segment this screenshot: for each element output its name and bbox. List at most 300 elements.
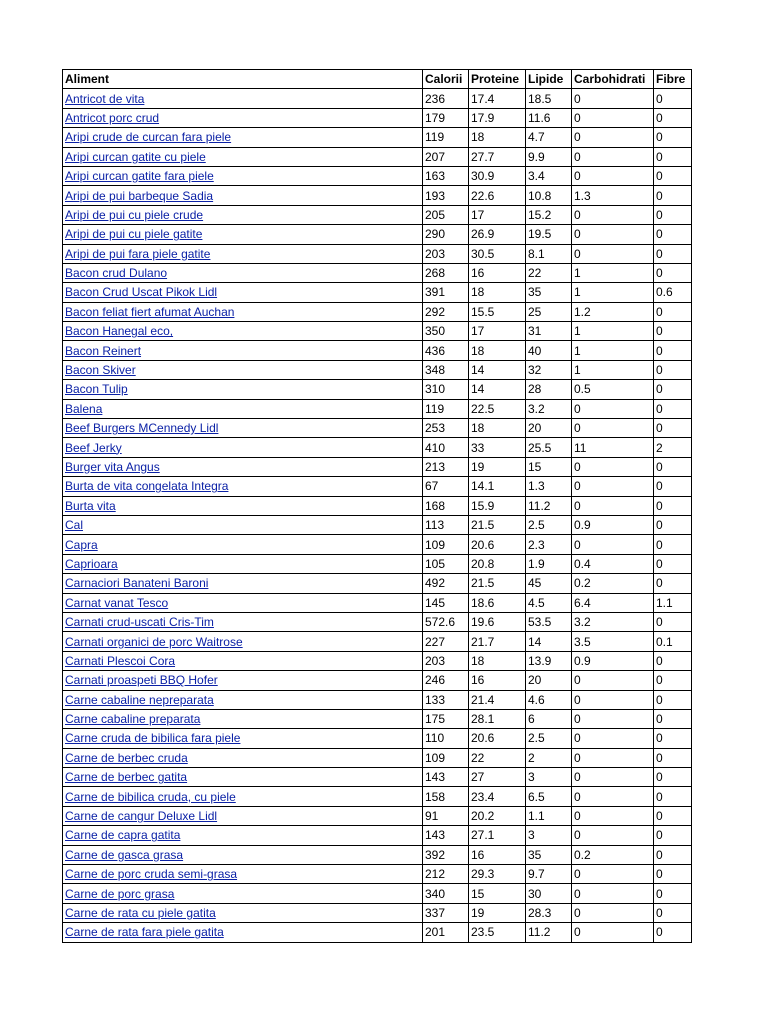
aliment-link[interactable]: Capra [65,537,98,552]
carbohidrati-cell: 1 [572,341,654,360]
calorii-cell: 158 [423,787,469,806]
carbohidrati-cell: 1 [572,360,654,379]
proteine-cell: 18 [469,651,526,670]
table-row [63,806,692,825]
carbohidrati-cell: 3.5 [572,632,654,651]
calorii-cell: 391 [423,283,469,302]
lipide-cell: 18.5 [526,89,572,108]
proteine-cell: 27.7 [469,147,526,166]
aliment-link[interactable]: Aripi crude de curcan fara piele [65,130,232,145]
aliment-link[interactable]: Carne cruda de bibilica fara piele [65,731,241,746]
proteine-cell: 18 [469,128,526,147]
aliment-link[interactable]: Burta vita [65,498,116,513]
fibre-cell: 0 [654,341,692,360]
table-row [63,574,692,593]
fibre-cell: 0 [654,205,692,224]
proteine-cell: 16 [469,263,526,282]
aliment-link[interactable]: Aripi de pui fara piele gatite [65,246,211,261]
carbohidrati-cell: 0 [572,729,654,748]
proteine-cell: 23.4 [469,787,526,806]
aliment-link[interactable]: Beef Burgers MCennedy Lidl [65,421,219,436]
aliment-link[interactable]: Carnati organici de porc Waitrose [65,634,243,649]
aliment-link[interactable]: Carne de rata fara piele gatita [65,925,224,940]
aliment-link[interactable]: Carne cabaline preparata [65,712,201,727]
fibre-cell: 2 [654,438,692,457]
aliment-cell [63,729,423,748]
proteine-cell: 23.5 [469,923,526,942]
calorii-cell: 290 [423,225,469,244]
lipide-cell: 11.6 [526,108,572,127]
aliment-cell [63,845,423,864]
calorii-cell: 207 [423,147,469,166]
calorii-cell: 236 [423,89,469,108]
proteine-cell: 17 [469,322,526,341]
header-fibre: Fibre [654,70,692,89]
aliment-cell [63,709,423,728]
aliment-cell [63,826,423,845]
aliment-cell [63,515,423,534]
calorii-cell: 143 [423,826,469,845]
lipide-cell: 1.1 [526,806,572,825]
carbohidrati-cell: 0.2 [572,845,654,864]
proteine-cell: 19.6 [469,612,526,631]
aliment-cell [63,806,423,825]
nutrition-table [62,69,692,943]
aliment-link[interactable]: Carne de porc cruda semi-grasa [65,867,238,882]
aliment-link[interactable]: Burger vita Angus [65,460,160,474]
proteine-cell: 21.7 [469,632,526,651]
aliment-link[interactable]: Carnati Plescoi Cora [65,653,176,668]
table-row [63,147,692,166]
fibre-cell: 0 [654,147,692,166]
proteine-cell: 29.3 [469,865,526,884]
aliment-cell [63,612,423,631]
lipide-cell: 20 [526,671,572,690]
aliment-cell [63,341,423,360]
fibre-cell: 0 [654,709,692,728]
aliment-cell [63,283,423,302]
aliment-cell [63,302,423,321]
lipide-cell: 2.5 [526,515,572,534]
aliment-cell [63,128,423,147]
carbohidrati-cell: 0 [572,147,654,166]
aliment-cell [63,574,423,593]
aliment-cell [63,108,423,127]
fibre-cell: 0 [654,477,692,496]
calorii-cell: 213 [423,457,469,476]
aliment-link[interactable]: Balena [65,401,103,416]
carbohidrati-cell: 1.2 [572,302,654,321]
aliment-link[interactable]: Caprioara [65,556,118,571]
fibre-cell: 0 [654,729,692,748]
lipide-cell: 31 [526,322,572,341]
calorii-cell: 168 [423,496,469,515]
calorii-cell: 91 [423,806,469,825]
carbohidrati-cell: 1 [572,263,654,282]
fibre-cell: 0 [654,884,692,903]
aliment-cell [63,477,423,496]
proteine-cell: 14 [469,360,526,379]
calorii-cell: 340 [423,884,469,903]
fibre-cell: 0 [654,128,692,147]
lipide-cell: 13.9 [526,651,572,670]
table-row [63,438,692,457]
table-row [63,632,692,651]
proteine-cell: 30.5 [469,244,526,263]
lipide-cell: 4.6 [526,690,572,709]
aliment-cell [63,496,423,515]
aliment-link[interactable]: Bacon Hanegal eco, [65,324,174,339]
lipide-cell: 6.5 [526,787,572,806]
proteine-cell: 15.9 [469,496,526,515]
proteine-cell: 20.2 [469,806,526,825]
calorii-cell: 205 [423,205,469,224]
aliment-link[interactable]: Carne de bibilica cruda, cu piele [65,789,236,804]
carbohidrati-cell: 0.9 [572,651,654,670]
lipide-cell: 28.3 [526,903,572,922]
table-row [63,380,692,399]
aliment-link[interactable]: Bacon crud Dulano [65,266,168,281]
calorii-cell: 392 [423,845,469,864]
table-row [63,826,692,845]
aliment-link[interactable]: Aripi de pui cu piele crude [65,207,204,222]
aliment-link[interactable]: Beef Jerky [65,440,122,455]
calorii-cell: 337 [423,903,469,922]
table-row [63,554,692,573]
header-proteine: Proteine [469,70,526,89]
fibre-cell: 0 [654,302,692,321]
table-header-row [63,70,692,89]
aliment-link[interactable]: Aripi de pui cu piele gatite [65,227,203,242]
table-row [63,89,692,108]
carbohidrati-cell: 0 [572,419,654,438]
fibre-cell: 0 [654,515,692,534]
aliment-cell [63,923,423,942]
fibre-cell: 0 [654,457,692,476]
aliment-cell [63,419,423,438]
aliment-cell [63,884,423,903]
aliment-cell [63,554,423,573]
calorii-cell: 410 [423,438,469,457]
proteine-cell: 19 [469,457,526,476]
lipide-cell: 4.7 [526,128,572,147]
lipide-cell: 11.2 [526,923,572,942]
proteine-cell: 22 [469,748,526,767]
lipide-cell: 15.2 [526,205,572,224]
calorii-cell: 212 [423,865,469,884]
lipide-cell: 1.3 [526,477,572,496]
lipide-cell: 32 [526,360,572,379]
aliment-cell [63,263,423,282]
carbohidrati-cell: 0.4 [572,554,654,573]
aliment-link[interactable]: Antricot de vita [65,91,145,106]
proteine-cell: 17 [469,205,526,224]
calorii-cell: 253 [423,419,469,438]
carbohidrati-cell: 0.9 [572,515,654,534]
aliment-cell [63,535,423,554]
calorii-cell: 227 [423,632,469,651]
aliment-cell [63,399,423,418]
table-body [63,89,692,942]
lipide-cell: 45 [526,574,572,593]
aliment-link[interactable]: Bacon feliat fiert afumat Auchan [65,304,235,319]
calorii-cell: 310 [423,380,469,399]
aliment-link[interactable]: Aripi curcan gatite fara piele [65,169,214,184]
lipide-cell: 35 [526,845,572,864]
fibre-cell: 0 [654,419,692,438]
aliment-link[interactable]: Carne cabaline nepreparata [65,692,214,707]
aliment-link[interactable]: Carne de capra gatita [65,828,181,843]
calorii-cell: 492 [423,574,469,593]
fibre-cell: 0 [654,360,692,379]
proteine-cell: 18 [469,419,526,438]
proteine-cell: 27 [469,768,526,787]
lipide-cell: 20 [526,419,572,438]
table-row [63,205,692,224]
calorii-cell: 179 [423,108,469,127]
fibre-cell: 0 [654,903,692,922]
fibre-cell: 0 [654,399,692,418]
lipide-cell: 25 [526,302,572,321]
aliment-cell [63,147,423,166]
calorii-cell: 119 [423,128,469,147]
header-carbohidrati: Carbohidrati [572,70,654,89]
lipide-cell: 2.5 [526,729,572,748]
carbohidrati-cell: 1 [572,283,654,302]
aliment-link[interactable]: Carne de rata cu piele gatita [65,905,216,920]
aliment-link[interactable]: Carnati crud-uscati Cris-Tim [65,615,214,630]
calorii-cell: 193 [423,186,469,205]
fibre-cell: 0.1 [654,632,692,651]
calorii-cell: 109 [423,748,469,767]
fibre-cell: 0 [654,380,692,399]
carbohidrati-cell: 0 [572,205,654,224]
lipide-cell: 6 [526,709,572,728]
fibre-cell: 0 [654,923,692,942]
table-row [63,108,692,127]
aliment-cell [63,225,423,244]
table-row [63,535,692,554]
fibre-cell: 0 [654,554,692,573]
table-row [63,457,692,476]
proteine-cell: 16 [469,845,526,864]
proteine-cell: 16 [469,671,526,690]
calorii-cell: 292 [423,302,469,321]
fibre-cell: 0 [654,574,692,593]
fibre-cell: 0 [654,865,692,884]
calorii-cell: 163 [423,166,469,185]
proteine-cell: 33 [469,438,526,457]
table-row [63,709,692,728]
fibre-cell: 0 [654,535,692,554]
proteine-cell: 19 [469,903,526,922]
carbohidrati-cell: 0 [572,690,654,709]
carbohidrati-cell: 0 [572,787,654,806]
carbohidrati-cell: 0 [572,671,654,690]
proteine-cell: 18.6 [469,593,526,612]
carbohidrati-cell: 0 [572,244,654,263]
table-row [63,651,692,670]
aliment-link[interactable]: Burta de vita congelata Integra [65,479,229,494]
aliment-cell [63,748,423,767]
calorii-cell: 109 [423,535,469,554]
lipide-cell: 53.5 [526,612,572,631]
carbohidrati-cell: 0 [572,108,654,127]
calorii-cell: 119 [423,399,469,418]
header-calorii: Calorii [423,70,469,89]
fibre-cell: 0 [654,225,692,244]
table-row [63,360,692,379]
aliment-link[interactable]: Bacon Tulip [65,382,128,397]
aliment-cell [63,457,423,476]
proteine-cell: 15 [469,884,526,903]
table-row [63,748,692,767]
table-row [63,593,692,612]
lipide-cell: 3 [526,768,572,787]
aliment-cell [63,651,423,670]
fibre-cell: 0 [654,322,692,341]
table-row [63,729,692,748]
proteine-cell: 27.1 [469,826,526,845]
fibre-cell: 0 [654,263,692,282]
calorii-cell: 203 [423,651,469,670]
aliment-link[interactable]: Bacon Crud Uscat Pikok Lidl [65,285,218,300]
fibre-cell: 1.1 [654,593,692,612]
lipide-cell: 19.5 [526,225,572,244]
fibre-cell: 0 [654,845,692,864]
fibre-cell: 0 [654,787,692,806]
fibre-cell: 0 [654,108,692,127]
carbohidrati-cell: 0 [572,225,654,244]
aliment-cell [63,322,423,341]
proteine-cell: 14.1 [469,477,526,496]
fibre-cell: 0 [654,671,692,690]
aliment-link[interactable]: Carne de gasca grasa [65,847,184,862]
carbohidrati-cell: 0 [572,748,654,767]
aliment-link[interactable]: Carnat vanat Tesco [65,595,169,610]
proteine-cell: 17.4 [469,89,526,108]
lipide-cell: 15 [526,457,572,476]
lipide-cell: 3.2 [526,399,572,418]
aliment-cell [63,186,423,205]
carbohidrati-cell: 0 [572,865,654,884]
lipide-cell: 25.5 [526,438,572,457]
proteine-cell: 30.9 [469,166,526,185]
carbohidrati-cell: 0 [572,768,654,787]
lipide-cell: 9.7 [526,865,572,884]
aliment-link[interactable]: Aripi curcan gatite cu piele [65,149,206,164]
table-row [63,671,692,690]
aliment-link[interactable]: Aripi de pui barbeque Sadia [65,188,214,203]
table-row [63,283,692,302]
proteine-cell: 21.5 [469,515,526,534]
calorii-cell: 143 [423,768,469,787]
aliment-cell [63,205,423,224]
carbohidrati-cell: 0 [572,457,654,476]
aliment-link[interactable]: Carnati proaspeti BBQ Hofer [65,673,218,688]
table-row [63,768,692,787]
proteine-cell: 15.5 [469,302,526,321]
aliment-cell [63,903,423,922]
aliment-cell [63,671,423,690]
carbohidrati-cell: 0 [572,709,654,728]
calorii-cell: 133 [423,690,469,709]
calorii-cell: 436 [423,341,469,360]
aliment-link[interactable]: Bacon Reinert [65,343,142,358]
lipide-cell: 40 [526,341,572,360]
carbohidrati-cell: 0 [572,128,654,147]
carbohidrati-cell: 0.5 [572,380,654,399]
aliment-link[interactable]: Antricot porc crud [65,110,160,125]
carbohidrati-cell: 0.2 [572,574,654,593]
table-row [63,302,692,321]
aliment-cell [63,360,423,379]
aliment-link[interactable]: Carne de berbec gatita [65,770,188,785]
aliment-link[interactable]: Cal [65,518,84,533]
aliment-cell [63,438,423,457]
aliment-link[interactable]: Carnaciori Banateni Baroni [65,576,209,591]
lipide-cell: 3.4 [526,166,572,185]
carbohidrati-cell: 0 [572,903,654,922]
carbohidrati-cell: 0 [572,89,654,108]
calorii-cell: 348 [423,360,469,379]
carbohidrati-cell: 0 [572,923,654,942]
proteine-cell: 17.9 [469,108,526,127]
table-row [63,496,692,515]
calorii-cell: 246 [423,671,469,690]
table-row [63,884,692,903]
aliment-link[interactable]: Carne de berbec cruda [65,750,188,765]
proteine-cell: 21.4 [469,690,526,709]
aliment-cell [63,768,423,787]
table-row [63,845,692,864]
fibre-cell: 0 [654,826,692,845]
fibre-cell: 0 [654,748,692,767]
calorii-cell: 350 [423,322,469,341]
carbohidrati-cell: 0 [572,826,654,845]
proteine-cell: 21.5 [469,574,526,593]
aliment-link[interactable]: Bacon Skiver [65,363,136,378]
calorii-cell: 113 [423,515,469,534]
table-row [63,399,692,418]
lipide-cell: 2.3 [526,535,572,554]
calorii-cell: 175 [423,709,469,728]
fibre-cell: 0.6 [654,283,692,302]
calorii-cell: 203 [423,244,469,263]
aliment-cell [63,865,423,884]
aliment-cell [63,690,423,709]
calorii-cell: 572.6 [423,612,469,631]
proteine-cell: 26.9 [469,225,526,244]
table-row [63,787,692,806]
carbohidrati-cell: 3.2 [572,612,654,631]
proteine-cell: 18 [469,283,526,302]
lipide-cell: 22 [526,263,572,282]
lipide-cell: 4.5 [526,593,572,612]
fibre-cell: 0 [654,690,692,709]
carbohidrati-cell: 11 [572,438,654,457]
aliment-cell [63,380,423,399]
aliment-link[interactable]: Carne de porc grasa [65,886,175,901]
table-row [63,244,692,263]
aliment-link[interactable]: Carne de cangur Deluxe Lidl [65,809,218,824]
proteine-cell: 20.6 [469,535,526,554]
carbohidrati-cell: 0 [572,399,654,418]
calorii-cell: 201 [423,923,469,942]
lipide-cell: 11.2 [526,496,572,515]
lipide-cell: 8.1 [526,244,572,263]
carbohidrati-cell: 0 [572,477,654,496]
